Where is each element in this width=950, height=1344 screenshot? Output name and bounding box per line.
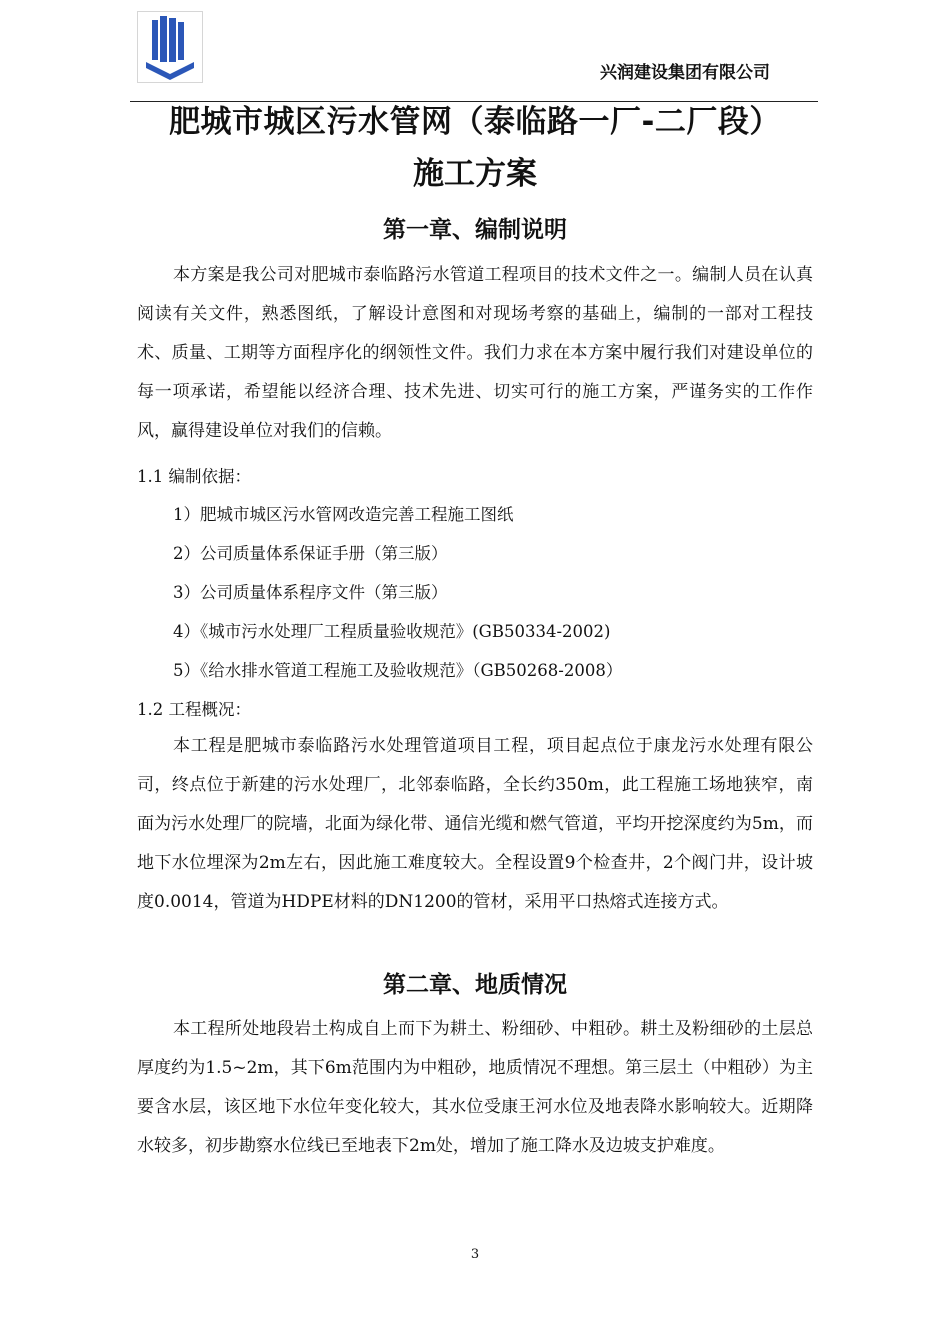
geology-text: 本工程所处地段岩土构成自上而下为耕土、粉细砂、中粗砂。耕土及粉细砂的土层总厚度约为1.5~2m，其下6m范围内为中粗砂，地质情况不理想。第三层土（中粗砂）为主要含水层，该区地下水位年变化较大，其水位受康王河水位及地表降水影响较大。近期降水较多，初步勘察水位线已至地表下2m处，增加了施工降水及边坡支护难度。 bbox=[137, 1019, 813, 1156]
chapter-1-heading: 第一章、编制说明 bbox=[383, 217, 567, 243]
section-1-2-title: 1.2 工程概况： bbox=[137, 700, 251, 719]
basis-item: 1）肥城市城区污水管网改造完善工程施工图纸 bbox=[173, 505, 514, 524]
basis-item: 2）公司质量体系保证手册（第三版） bbox=[173, 544, 448, 563]
basis-item: 3）公司质量体系程序文件（第三版） bbox=[173, 583, 448, 602]
chapter-1-intro: 本方案是我公司对肥城市泰临路污水管道工程项目的技术文件之一。编制人员在认真阅读有关文件，熟悉图纸，了解设计意图和对现场考察的基础上，编制的一部对工程技术、质量、工期等方面程序化的纲领性文件。我们力求在本方案中履行我们对建设单位的每一项承诺，希望能以经济合理、技术先进、切实可行的施工方案，严谨务实的工作作风，赢得建设单位对我们的信赖。 bbox=[137, 265, 813, 441]
document-title: 肥城市城区污水管网（泰临路一厂-二厂段） bbox=[169, 104, 781, 140]
chapter-2-heading: 第二章、地质情况 bbox=[383, 972, 567, 998]
basis-item: 5）《给水排水管道工程施工及验收规范》（GB50268-2008） bbox=[173, 661, 623, 680]
project-overview: 本工程是肥城市泰临路污水处理管道项目工程，项目起点位于康龙污水处理有限公司，终点位于新建的污水处理厂，北邻泰临路，全长约350m，此工程施工场地狭窄，南面为污水处理厂的院墙，北面为绿化带、通信光缆和燃气管道，平均开挖深度约为5m，而地下水位埋深为2m左右，因此施工难度较大。全程设置9个检查井，2个阀门井，设计坡度0.0014，管道为HDPE材料的DN1200的管材，采用平口热熔式连接方式。 bbox=[137, 736, 813, 912]
section-1-1-title: 1.1 编制依据： bbox=[137, 467, 251, 486]
company-logo bbox=[137, 11, 203, 83]
basis-item: 4）《城市污水处理厂工程质量验收规范》(GB50334-2002) bbox=[173, 622, 611, 641]
document-subtitle: 施工方案 bbox=[413, 156, 537, 192]
page-number: 3 bbox=[470, 1247, 480, 1262]
company-name: 兴润建设集团有限公司 bbox=[600, 63, 770, 83]
